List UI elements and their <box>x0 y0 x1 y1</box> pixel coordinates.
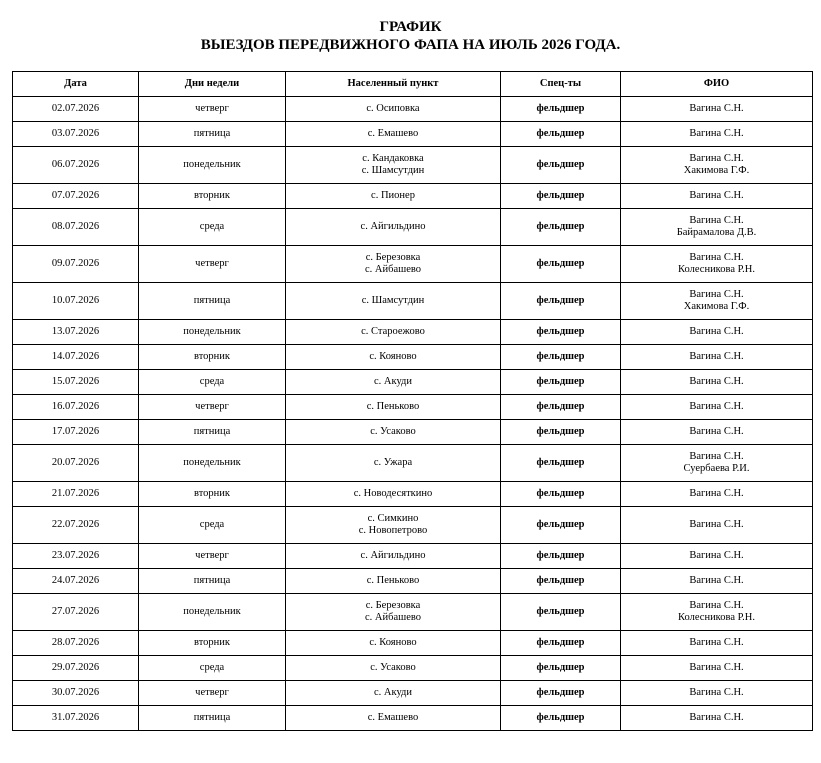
settlement-name: с. Усаково <box>370 662 416 673</box>
settlement-cell <box>286 569 501 594</box>
specialist-cell: фельдшер <box>501 507 621 544</box>
full-name-cell <box>621 209 813 246</box>
full-name-cell <box>621 507 813 544</box>
settlement-cell <box>286 706 501 731</box>
settlement-name: с. Новопетрово <box>358 525 428 536</box>
specialist-cell: фельдшер <box>501 320 621 345</box>
date-cell: 14.07.2026 <box>13 345 139 370</box>
date-cell: 27.07.2026 <box>13 594 139 631</box>
person-name: Вагина С.Н. <box>689 550 744 561</box>
date-cell: 03.07.2026 <box>13 122 139 147</box>
table-row <box>13 420 813 445</box>
date-cell: 17.07.2026 <box>13 420 139 445</box>
person-name: Вагина С.Н. <box>689 662 744 673</box>
weekday-cell: четверг <box>139 681 286 706</box>
person-name: Вагина С.Н. <box>689 153 744 164</box>
full-name-cell <box>621 147 813 184</box>
settlement-cell <box>286 370 501 395</box>
table-row <box>13 370 813 395</box>
person-name: Вагина С.Н. <box>689 252 744 263</box>
weekday-cell: понедельник <box>139 594 286 631</box>
settlement-name: с. Пионер <box>371 190 415 201</box>
settlement-cell <box>286 97 501 122</box>
title-line-2: ВЫЕЗДОВ ПЕРЕДВИЖНОГО ФАПА НА ИЮЛЬ 2026 ГОДА. <box>200 37 621 53</box>
full-name-cell <box>621 569 813 594</box>
full-name-cell <box>621 395 813 420</box>
person-name: Вагина С.Н. <box>689 451 744 462</box>
date-cell: 02.07.2026 <box>13 97 139 122</box>
specialist-cell: фельдшер <box>501 209 621 246</box>
person-name: Вагина С.Н. <box>689 637 744 648</box>
full-name-cell <box>621 246 813 283</box>
schedule-table <box>12 71 813 731</box>
date-cell: 13.07.2026 <box>13 320 139 345</box>
date-cell: 29.07.2026 <box>13 656 139 681</box>
person-name: Суербаева Р.И. <box>683 463 750 474</box>
date-cell: 08.07.2026 <box>13 209 139 246</box>
table-row <box>13 569 813 594</box>
full-name-cell <box>621 544 813 569</box>
date-cell: 07.07.2026 <box>13 184 139 209</box>
specialist-cell: фельдшер <box>501 706 621 731</box>
header-date: Дата <box>13 72 139 97</box>
specialist-cell: фельдшер <box>501 122 621 147</box>
full-name-cell <box>621 345 813 370</box>
date-cell: 10.07.2026 <box>13 283 139 320</box>
specialist-cell: фельдшер <box>501 544 621 569</box>
settlement-cell <box>286 681 501 706</box>
person-name: Байрамалова Д.В. <box>676 227 757 238</box>
weekday-cell: понедельник <box>139 320 286 345</box>
full-name-cell <box>621 594 813 631</box>
document-title <box>0 18 821 54</box>
table-header-row <box>13 72 813 97</box>
settlement-name: с. Симкино <box>367 513 419 524</box>
weekday-cell: вторник <box>139 482 286 507</box>
table-row <box>13 706 813 731</box>
settlement-name: с. Айбашево <box>365 264 421 275</box>
settlement-cell <box>286 345 501 370</box>
settlement-cell <box>286 482 501 507</box>
table-row <box>13 594 813 631</box>
settlement-cell <box>286 184 501 209</box>
full-name-cell <box>621 184 813 209</box>
settlement-name: с. Усаково <box>370 426 416 437</box>
settlement-name: с. Кандаковка <box>362 153 424 164</box>
specialist-cell: фельдшер <box>501 395 621 420</box>
date-cell: 16.07.2026 <box>13 395 139 420</box>
settlement-cell <box>286 544 501 569</box>
full-name-cell <box>621 97 813 122</box>
settlement-cell <box>286 320 501 345</box>
person-name: Вагина С.Н. <box>689 687 744 698</box>
weekday-cell: понедельник <box>139 147 286 184</box>
settlement-name: с. Акуди <box>374 687 412 698</box>
settlement-cell <box>286 594 501 631</box>
specialist-cell: фельдшер <box>501 569 621 594</box>
specialist-cell: фельдшер <box>501 656 621 681</box>
full-name-cell <box>621 320 813 345</box>
settlement-cell <box>286 445 501 482</box>
specialist-cell: фельдшер <box>501 482 621 507</box>
person-name: Вагина С.Н. <box>689 190 744 201</box>
table-row <box>13 283 813 320</box>
weekday-cell: пятница <box>139 420 286 445</box>
full-name-cell <box>621 370 813 395</box>
header-weekday: Дни недели <box>139 72 286 97</box>
table-row <box>13 209 813 246</box>
person-name: Колесникова Р.Н. <box>678 264 755 275</box>
table-row <box>13 445 813 482</box>
full-name-cell <box>621 656 813 681</box>
table-row <box>13 246 813 283</box>
full-name-cell <box>621 706 813 731</box>
date-cell: 30.07.2026 <box>13 681 139 706</box>
weekday-cell: четверг <box>139 544 286 569</box>
person-name: Вагина С.Н. <box>689 488 744 499</box>
table-row <box>13 395 813 420</box>
settlement-name: с. Березовка <box>365 252 421 263</box>
weekday-cell: среда <box>139 656 286 681</box>
weekday-cell: четверг <box>139 395 286 420</box>
weekday-cell: пятница <box>139 283 286 320</box>
settlement-cell <box>286 656 501 681</box>
settlement-cell <box>286 246 501 283</box>
specialist-cell: фельдшер <box>501 246 621 283</box>
table-row <box>13 122 813 147</box>
settlement-name: с. Кояново <box>369 637 417 648</box>
table-row <box>13 482 813 507</box>
table-row <box>13 320 813 345</box>
table-row <box>13 97 813 122</box>
weekday-cell: пятница <box>139 122 286 147</box>
person-name: Вагина С.Н. <box>689 289 744 300</box>
specialist-cell: фельдшер <box>501 283 621 320</box>
table-row <box>13 681 813 706</box>
settlement-name: с. Осиповка <box>366 103 420 114</box>
settlement-name: с. Кояново <box>369 351 417 362</box>
specialist-cell: фельдшер <box>501 445 621 482</box>
person-name: Вагина С.Н. <box>689 215 744 226</box>
title-line-1: ГРАФИК <box>379 19 442 35</box>
full-name-cell <box>621 122 813 147</box>
person-name: Хакимова Г.Ф. <box>683 301 750 312</box>
specialist-cell: фельдшер <box>501 370 621 395</box>
settlement-name: с. Пеньково <box>366 401 420 412</box>
date-cell: 21.07.2026 <box>13 482 139 507</box>
weekday-cell: вторник <box>139 631 286 656</box>
table-row <box>13 147 813 184</box>
settlement-name: с. Айбашево <box>365 612 421 623</box>
specialist-cell: фельдшер <box>501 345 621 370</box>
settlement-cell <box>286 507 501 544</box>
table-body <box>13 97 813 731</box>
specialist-cell: фельдшер <box>501 420 621 445</box>
settlement-name: с. Новодесяткино <box>353 488 433 499</box>
settlement-cell <box>286 395 501 420</box>
full-name-cell <box>621 283 813 320</box>
date-cell: 06.07.2026 <box>13 147 139 184</box>
full-name-cell <box>621 681 813 706</box>
person-name: Вагина С.Н. <box>689 128 744 139</box>
settlement-name: с. Пеньково <box>366 575 420 586</box>
full-name-cell <box>621 445 813 482</box>
specialist-cell: фельдшер <box>501 631 621 656</box>
person-name: Вагина С.Н. <box>689 351 744 362</box>
header-specialist: Спец-ты <box>501 72 621 97</box>
person-name: Вагина С.Н. <box>689 600 744 611</box>
person-name: Вагина С.Н. <box>689 519 744 530</box>
settlement-cell <box>286 631 501 656</box>
settlement-name: с. Староежово <box>361 326 425 337</box>
date-cell: 24.07.2026 <box>13 569 139 594</box>
specialist-cell: фельдшер <box>501 184 621 209</box>
full-name-cell <box>621 420 813 445</box>
settlement-name: с. Айгильдино <box>360 221 426 232</box>
person-name: Вагина С.Н. <box>689 326 744 337</box>
settlement-name: с. Емашево <box>367 128 419 139</box>
weekday-cell: понедельник <box>139 445 286 482</box>
settlement-name: с. Емашево <box>367 712 419 723</box>
date-cell: 09.07.2026 <box>13 246 139 283</box>
table-row <box>13 544 813 569</box>
date-cell: 20.07.2026 <box>13 445 139 482</box>
date-cell: 31.07.2026 <box>13 706 139 731</box>
table-row <box>13 631 813 656</box>
settlement-name: с. Айгильдино <box>360 550 426 561</box>
specialist-cell: фельдшер <box>501 147 621 184</box>
person-name: Вагина С.Н. <box>689 401 744 412</box>
specialist-cell: фельдшер <box>501 97 621 122</box>
weekday-cell: пятница <box>139 569 286 594</box>
header-settlement: Населенный пункт <box>286 72 501 97</box>
table-row <box>13 656 813 681</box>
settlement-name: с. Акуди <box>374 376 412 387</box>
settlement-name: с. Шамсутдин <box>361 165 425 176</box>
specialist-cell: фельдшер <box>501 594 621 631</box>
settlement-cell <box>286 147 501 184</box>
header-full-name: ФИО <box>621 72 813 97</box>
table-row <box>13 184 813 209</box>
table-row <box>13 345 813 370</box>
date-cell: 15.07.2026 <box>13 370 139 395</box>
specialist-cell: фельдшер <box>501 681 621 706</box>
full-name-cell <box>621 482 813 507</box>
weekday-cell: пятница <box>139 706 286 731</box>
settlement-cell <box>286 283 501 320</box>
weekday-cell: четверг <box>139 97 286 122</box>
person-name: Вагина С.Н. <box>689 103 744 114</box>
person-name: Хакимова Г.Ф. <box>683 165 750 176</box>
settlement-cell <box>286 420 501 445</box>
weekday-cell: вторник <box>139 345 286 370</box>
person-name: Вагина С.Н. <box>689 376 744 387</box>
date-cell: 22.07.2026 <box>13 507 139 544</box>
weekday-cell: вторник <box>139 184 286 209</box>
settlement-cell <box>286 122 501 147</box>
settlement-name: с. Березовка <box>365 600 421 611</box>
weekday-cell: среда <box>139 370 286 395</box>
weekday-cell: среда <box>139 209 286 246</box>
person-name: Колесникова Р.Н. <box>678 612 755 623</box>
settlement-name: с. Ужара <box>373 457 413 468</box>
table-row <box>13 507 813 544</box>
date-cell: 28.07.2026 <box>13 631 139 656</box>
person-name: Вагина С.Н. <box>689 575 744 586</box>
settlement-cell <box>286 209 501 246</box>
weekday-cell: среда <box>139 507 286 544</box>
person-name: Вагина С.Н. <box>689 426 744 437</box>
full-name-cell <box>621 631 813 656</box>
date-cell: 23.07.2026 <box>13 544 139 569</box>
weekday-cell: четверг <box>139 246 286 283</box>
person-name: Вагина С.Н. <box>689 712 744 723</box>
settlement-name: с. Шамсутдин <box>361 295 425 306</box>
